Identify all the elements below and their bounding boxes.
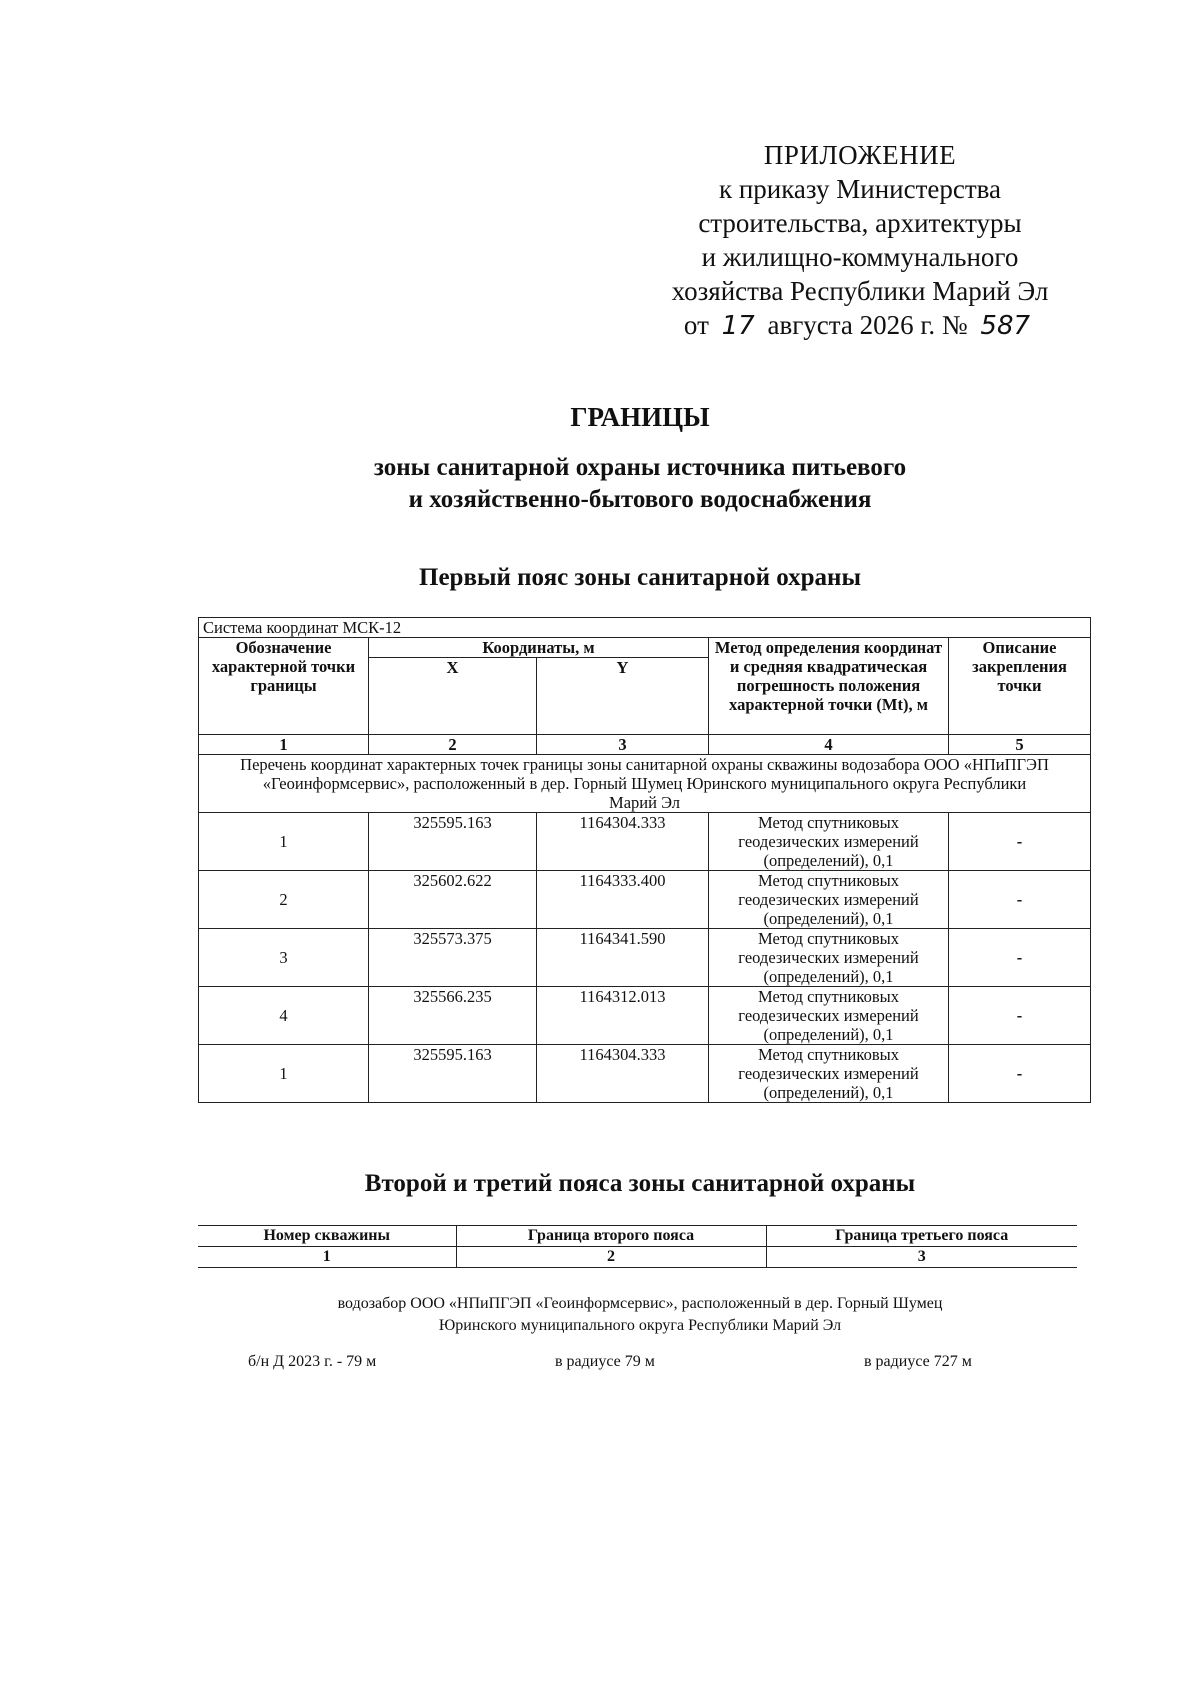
coord-y: 1164333.400 <box>537 871 709 929</box>
fixing-description: - <box>949 929 1091 987</box>
column-numbers-row <box>198 1247 1077 1268</box>
annex-line-5: хозяйства Республики Марий Эл <box>671 276 1049 306</box>
method-text: Метод спутниковых геодезических измерений (определений), 0,1 <box>709 929 949 987</box>
table-header-row <box>198 1226 1077 1247</box>
header-third-belt: Граница третьего пояса <box>766 1226 1077 1247</box>
fixing-description: - <box>949 1045 1091 1103</box>
fixing-description: - <box>949 871 1091 929</box>
header-y: Y <box>537 658 709 735</box>
col-number: 4 <box>709 735 949 755</box>
handwritten-day: 17 <box>721 311 755 341</box>
annex-line-4: и жилищно-коммунального <box>701 242 1019 272</box>
table-row <box>199 871 1091 929</box>
date-prefix: от <box>683 310 709 340</box>
coord-y: 1164312.013 <box>537 987 709 1045</box>
col-number: 1 <box>199 735 369 755</box>
annex-title: ПРИЛОЖЕНИЕ <box>763 140 957 170</box>
header-second-belt: Граница второго пояса <box>456 1226 766 1247</box>
table-row <box>199 987 1091 1045</box>
col-number: 3 <box>537 735 709 755</box>
header-method: Метод определения координат и средняя квадратическая погрешность положения характерной точки (Mt), м <box>709 638 949 735</box>
document-title: ГРАНИЦЫ <box>570 402 710 432</box>
column-numbers-row <box>199 735 1091 755</box>
point-id: 4 <box>199 987 369 1045</box>
subtitle-line-1: зоны санитарной охраны источника питьевого <box>373 454 907 481</box>
second-belt-value: в радиусе 79 м <box>555 1353 655 1370</box>
second-third-belt-table <box>198 1225 1077 1268</box>
coord-x: 325573.375 <box>369 929 537 987</box>
header-well-number: Номер скважины <box>198 1226 456 1247</box>
annex-date-line <box>620 308 1100 343</box>
table-header-row <box>199 638 1091 658</box>
annex-line-2: к приказу Министерства <box>718 174 1002 204</box>
coord-x: 325566.235 <box>369 987 537 1045</box>
subtitle-line-2: и хозяйственно-бытового водоснабжения <box>408 486 872 513</box>
owner-line-2: Юринского муниципального округа Республики Марий Эл <box>438 1317 842 1334</box>
group-title: Перечень координат характерных точек границы зоны санитарной охраны скважины водозабора ООО «НПиПГЭП «Геоинформсервис», расположенный в дер. Горный Шумец Юринского муниципального округа Республики Марий Эл <box>199 755 1091 813</box>
annex-line-3: строительства, архитектуры <box>698 208 1022 238</box>
point-id: 3 <box>199 929 369 987</box>
coord-y: 1164304.333 <box>537 1045 709 1103</box>
col-number: 1 <box>198 1247 456 1268</box>
third-belt-value: в радиусе 727 м <box>864 1353 972 1370</box>
header-x: X <box>369 658 537 735</box>
coord-x: 325595.163 <box>369 813 537 871</box>
table-row <box>199 1045 1091 1103</box>
fixing-description: - <box>949 987 1091 1045</box>
coord-y: 1164304.333 <box>537 813 709 871</box>
coord-y: 1164341.590 <box>537 929 709 987</box>
method-text: Метод спутниковых геодезических измерений (определений), 0,1 <box>709 813 949 871</box>
first-belt-table <box>198 617 1091 1103</box>
group-title-row <box>199 755 1091 813</box>
section-second-third-belt-heading: Второй и третий пояса зоны санитарной охраны <box>364 1170 916 1197</box>
method-text: Метод спутниковых геодезических измерений (определений), 0,1 <box>709 987 949 1045</box>
method-text: Метод спутниковых геодезических измерений (определений), 0,1 <box>709 1045 949 1103</box>
point-id: 1 <box>199 813 369 871</box>
date-month-year: августа 2026 г. № <box>767 310 968 340</box>
handwritten-order-number: 587 <box>980 311 1031 341</box>
well-number-value: б/н Д 2023 г. - 79 м <box>248 1353 377 1370</box>
owner-line-1: водозабор ООО «НПиПГЭП «Геоинформсервис», расположенный в дер. Горный Шумец <box>337 1295 943 1312</box>
col-number: 2 <box>456 1247 766 1268</box>
header-description: Описание закрепления точки <box>949 638 1091 735</box>
section-first-belt-heading: Первый пояс зоны санитарной охраны <box>419 564 861 591</box>
coord-x: 325595.163 <box>369 1045 537 1103</box>
coordinate-system: Система координат МСК-12 <box>199 618 1091 638</box>
method-text: Метод спутниковых геодезических измерений (определений), 0,1 <box>709 871 949 929</box>
header-coordinates: Координаты, м <box>369 638 709 658</box>
coordinate-system-row <box>199 618 1091 638</box>
annex-header <box>620 138 1100 343</box>
point-id: 2 <box>199 871 369 929</box>
header-point: Обозначение характерной точки границы <box>199 638 369 735</box>
col-number: 2 <box>369 735 537 755</box>
col-number: 3 <box>766 1247 1077 1268</box>
point-id: 1 <box>199 1045 369 1103</box>
fixing-description: - <box>949 813 1091 871</box>
table-row <box>199 813 1091 871</box>
water-intake-owner <box>240 1293 1040 1337</box>
col-number: 5 <box>949 735 1091 755</box>
coord-x: 325602.622 <box>369 871 537 929</box>
table-row <box>199 929 1091 987</box>
